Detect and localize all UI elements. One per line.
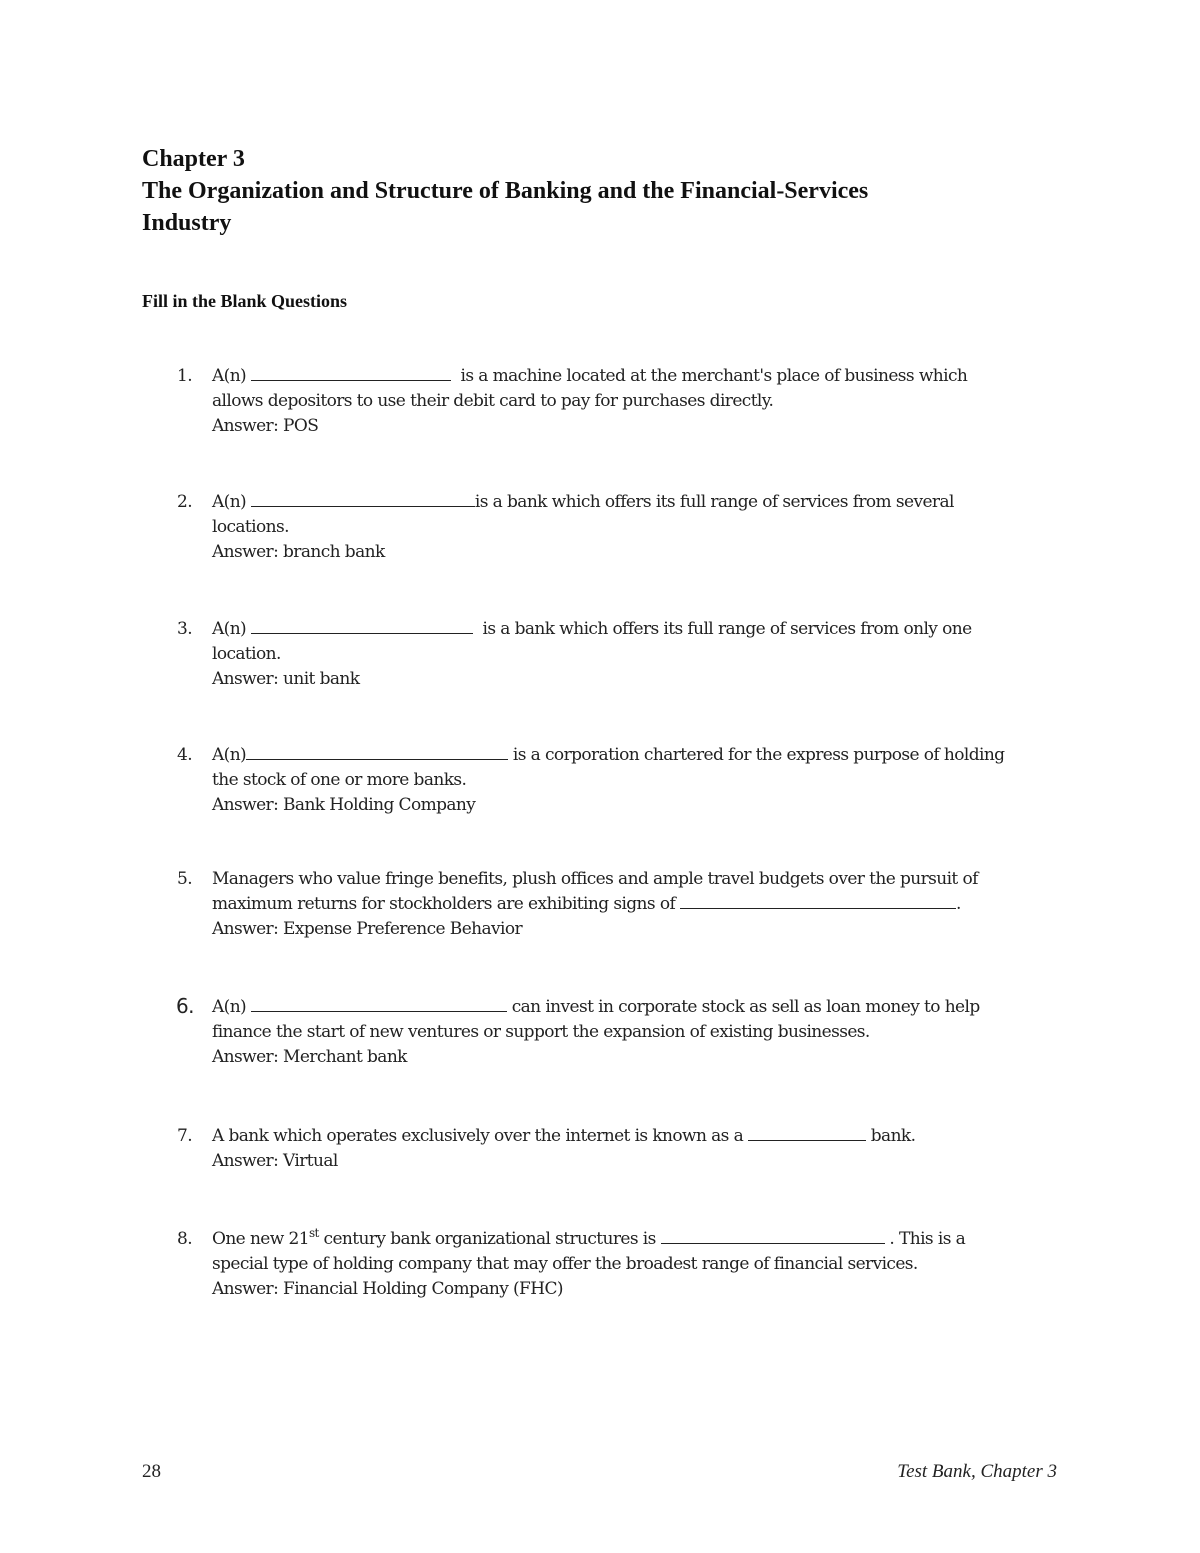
- question-number: 5.: [177, 869, 193, 889]
- question-text: allows depositors to use their debit card to pay for purchases directly.: [212, 391, 774, 411]
- question-text: is a machine located at the merchant's place of business which: [460, 366, 968, 386]
- answer-text: Answer: unit bank: [212, 669, 360, 689]
- question-text: can invest in corporate stock as sell as loan money to help: [511, 997, 980, 1017]
- question-text: A(n): [212, 366, 247, 386]
- chapter-number: Chapter 3: [142, 146, 245, 172]
- answer-text: Answer: POS: [212, 416, 319, 436]
- answer-blank: [251, 995, 507, 1012]
- answer-blank: [251, 617, 473, 634]
- question-number: 8.: [177, 1229, 193, 1249]
- question-number: 7.: [177, 1126, 193, 1146]
- chapter-title-line-2: Industry: [142, 210, 232, 236]
- running-footer-title: Test Bank, Chapter 3: [897, 1461, 1057, 1482]
- answer-blank: [251, 490, 475, 507]
- page-number: 28: [142, 1461, 161, 1482]
- answer-text: Answer: Merchant bank: [212, 1047, 407, 1067]
- ordinal-suffix: st: [308, 1226, 319, 1240]
- section-title: Fill in the Blank Questions: [142, 291, 348, 311]
- answer-blank: [748, 1124, 866, 1141]
- question-text: A(n): [212, 619, 247, 639]
- question-text: A(n): [212, 492, 247, 512]
- question-text: One new 21: [212, 1229, 309, 1249]
- question-text: .: [955, 894, 961, 914]
- question-text: finance the start of new ventures or support the expansion of existing businesses.: [212, 1022, 870, 1042]
- question-text: Managers who value fringe benefits, plush offices and ample travel budgets over the pursuit of: [212, 869, 978, 889]
- answer-blank: [246, 743, 508, 760]
- answer-text: Answer: Bank Holding Company: [212, 795, 476, 815]
- answer-text: Answer: branch bank: [212, 542, 385, 562]
- chapter-title-line-1: The Organization and Structure of Banking and the Financial-Services: [142, 178, 869, 204]
- question-text: locations.: [212, 517, 289, 537]
- question-number: 1.: [177, 366, 193, 386]
- question-text: is a bank which offers its full range of services from several: [474, 492, 954, 512]
- answer-text: Answer: Virtual: [212, 1151, 338, 1171]
- question-text: the stock of one or more banks.: [212, 770, 467, 790]
- answer-blank: [661, 1227, 885, 1244]
- question-number: 3.: [177, 619, 193, 639]
- answer-blank: [251, 364, 451, 381]
- question-number: 6.: [176, 994, 194, 1018]
- question-text: A bank which operates exclusively over the internet is known as a: [212, 1126, 744, 1146]
- question-text: A(n): [212, 997, 247, 1017]
- question-number: 2.: [177, 492, 193, 512]
- question-text: is a bank which offers its full range of services from only one: [482, 619, 972, 639]
- answer-text: Answer: Expense Preference Behavior: [212, 919, 523, 939]
- question-text: A(n): [212, 745, 247, 765]
- answer-blank: [680, 892, 956, 909]
- question-text: . This is a: [889, 1229, 966, 1249]
- chapter-heading: [142, 143, 1042, 239]
- question-text: is a corporation chartered for the express purpose of holding: [512, 745, 1005, 765]
- question-text: special type of holding company that may offer the broadest range of financial services.: [212, 1254, 918, 1274]
- question-text: location.: [212, 644, 281, 664]
- answer-text: Answer: Financial Holding Company (FHC): [212, 1279, 563, 1299]
- question-text: bank.: [870, 1126, 916, 1146]
- question-text: maximum returns for stockholders are exhibiting signs of: [212, 894, 676, 914]
- question-number: 4.: [177, 745, 193, 765]
- question-text: century bank organizational structures is: [323, 1229, 656, 1249]
